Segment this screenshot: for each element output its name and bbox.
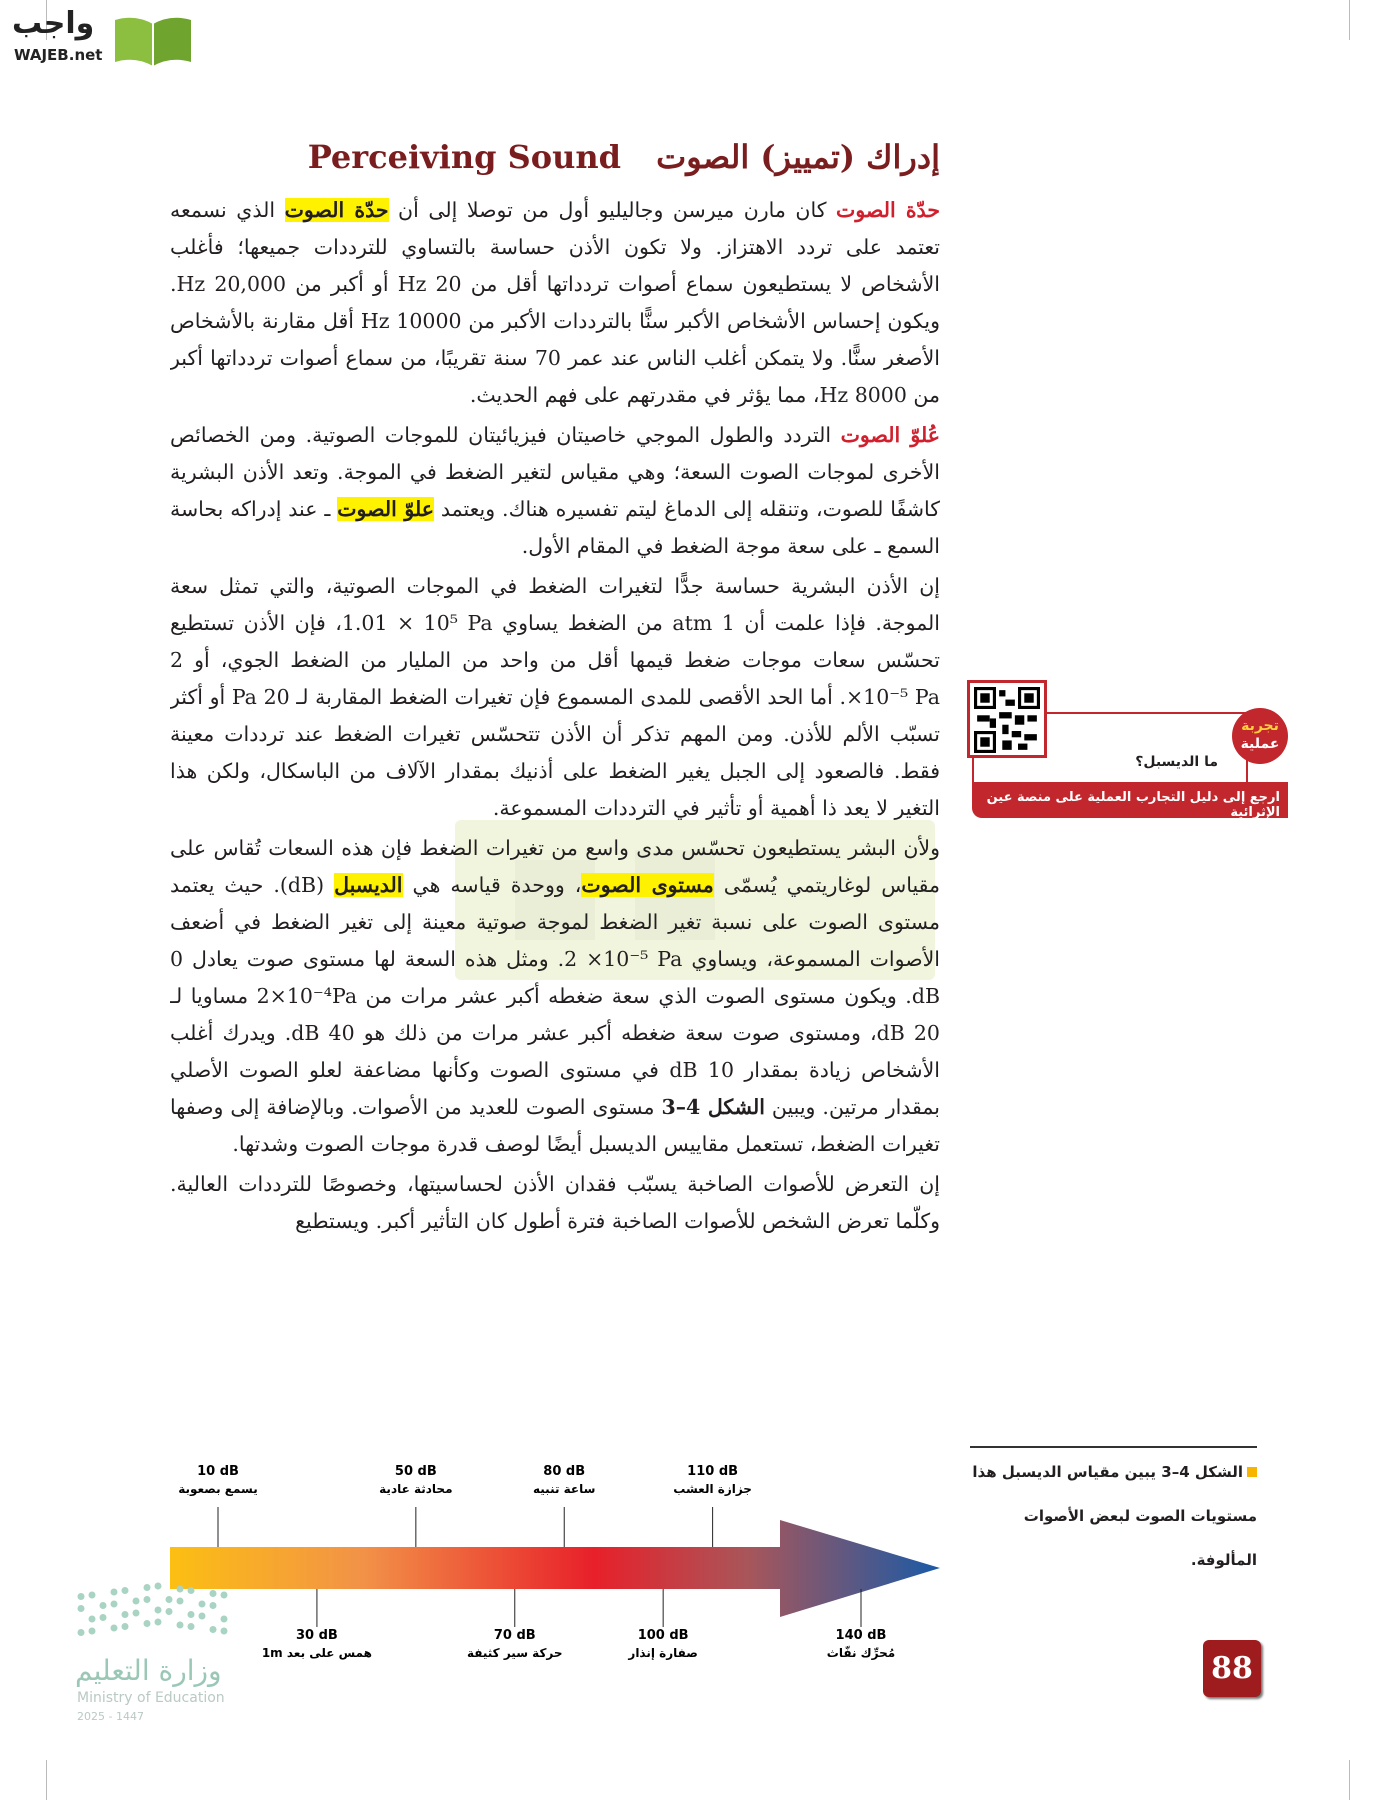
logo-ar: واجب: [12, 6, 95, 41]
text: ـ عند إدراكه بحاسة السمع ـ على سعة موجة الضغط في المقام الأول.: [170, 497, 940, 558]
ministry-year: 2025 - 1447: [77, 1710, 144, 1723]
mark-description: مُحرِّك نفّاث: [826, 1646, 896, 1660]
mark-label: 80 dB: [543, 1464, 586, 1479]
qr-icon: [974, 687, 1040, 753]
decibel-scale-figure: [160, 1455, 960, 1665]
keyword-loudness: عُلوّ الصوت: [840, 423, 940, 447]
keyword-pitch: حدّة الصوت: [836, 198, 940, 222]
highlight-sound-level: مستوى الصوت: [581, 873, 714, 897]
mark-description: صفارة إنذار: [628, 1646, 698, 1660]
paragraph-exposure: [170, 1166, 940, 1240]
mark-description: محادثة عادية: [379, 1482, 453, 1496]
lab-badge: [1232, 708, 1288, 764]
mark-description: ساعة تنبيه: [533, 1482, 596, 1496]
text: التردد والطول الموجي خاصيتان فيزيائيتان للموجات الصوتية. ومن الخصائص الأخرى لموجات الصوت السعة؛ وهي مقياس لتغير الضغط في الموجة. وتعد الأذن البشرية كاشفًا للصوت، وتنقله إلى الدماغ ليتم تفسيره هناك. ويعتمد: [170, 423, 940, 521]
ministry-en: Ministry of Education: [77, 1690, 225, 1706]
mark-description: يسمع بصعوبة: [178, 1482, 258, 1496]
text: إن الأذن البشرية حساسة جدًّا لتغيرات الضغط في الموجات الصوتية، والتي تمثل سعة الموجة. فإذا علمت أن 1 atm من الضغط يساوي ‎1.01 × 10⁵ Pa‎، فإن الأذن تستطيع تحسّس سعات موجات ضغط قيمها أقل من واحد من المليار من الضغط الجوي، أو ‎2 ×10⁻⁵ Pa‎. أما الحد الأقصى للمدى المسموع فإن تغيرات الضغط المقاربة لـ 20 Pa أو أكثر تسبّب الألم للأذن. ومن المهم تذكر أن الأذن تتحسّس تغيرات الضغط عند ترددات معينة فقط. فالصعود إلى الجبل يغير الضغط على أذنيك بمقدار الآلاف من الباسكال، ولكن هذا التغير لا يعد ذا أهمية أو تأثير في الترددات المسموعة.: [170, 574, 940, 820]
logo-en: WAJEB.net: [14, 46, 103, 64]
lab-question: ما الديسبل؟: [1135, 754, 1218, 770]
mark-label: 30 dB: [296, 1628, 338, 1643]
highlight-loudness: علوّ الصوت: [337, 497, 434, 521]
book-icon: [113, 12, 193, 68]
title-en: Perceiving Sound: [307, 138, 622, 176]
text: ولأن البشر يستطيعون تحسّس مدى واسع من تغيرات الضغط فإن هذه السعات تُقاس على مقياس لوغاريتمي يُسمّى: [170, 836, 940, 897]
lab-refer: ارجع إلى دليل التجارب العملية على منصة عين الإثرائية: [972, 782, 1288, 818]
text: الذي نسمعه تعتمد على تردد الاهتزاز. ولا تكون الأذن حساسة بالتساوي للترددات جميعها؛ فأغلب الأشخاص لا يستطيعون سماع أصوات تردداتها أقل من 20 Hz أو أكبر من 20,000 Hz. ويكون إحساس الأشخاص الأكبر سنًّا بالترددات الأكبر من 10000 Hz أقل مقارنة بالأشخاص الأصغر سنًّا. ولا يتمكن أغلب الناس عند عمر 70 سنة تقريبًا، من سماع أصوات تردداتها أكبر من 8000 Hz، مما يؤثر في مقدرتهم على فهم الحديث.: [170, 198, 940, 407]
text: مستوى الصوت للعديد من الأصوات. وبالإضافة إلى وصفها تغيرات الضغط، تستعمل مقاييس الديسبل أيضًا لوصف قدرة موجات الصوت وشدتها.: [170, 1095, 940, 1156]
caption-bullet-icon: [1247, 1467, 1257, 1477]
mark-label: 110 dB: [687, 1464, 739, 1479]
badge-line1: تجربة: [1241, 718, 1279, 734]
paragraph-decibel: [170, 830, 940, 1163]
figure-reference: الشكل 4–3: [661, 1095, 765, 1119]
page-number: 88: [1203, 1640, 1261, 1697]
paragraph-loudness: [170, 417, 940, 565]
mark-label: 10 dB: [197, 1464, 239, 1479]
text: كان مارن ميرسن وجاليليو أول من توصلا إلى أن: [388, 198, 837, 222]
caption-label: الشكل 4–3: [1161, 1463, 1243, 1481]
title-ar: إدراك (تمييز) الصوت: [656, 138, 940, 176]
highlight-decibel: الديسبل: [334, 873, 403, 897]
mark-label: 100 dB: [637, 1628, 689, 1643]
paragraph-pitch: [170, 192, 940, 414]
figure-caption: [970, 1446, 1257, 1582]
mark-label: 70 dB: [493, 1628, 536, 1643]
ministry-dots-icon: [75, 1578, 245, 1648]
wajeb-logo: [8, 6, 193, 68]
ministry-logo: [75, 1578, 255, 1728]
mark-description: حركة سير كثيفة: [466, 1646, 563, 1660]
highlight-pitch: حدّة الصوت: [284, 198, 389, 222]
badge-line2: عملية: [1240, 736, 1280, 752]
scale-arrow: [170, 1520, 940, 1617]
mark-description: همس على بعد 1m: [261, 1646, 373, 1660]
text: ، ووحدة قياسه هي: [402, 873, 582, 897]
paragraph-ear-sensitivity: [170, 568, 940, 827]
mark-description: جزازة العشب: [673, 1482, 752, 1496]
text: (dB). حيث يعتمد مستوى الصوت على نسبة تغير الضغط لموجة صوتية معينة إلى تغير الضغط في أضعف الأصوات المسموعة، ويساوي ‎2 ×10⁻⁵ Pa‎. ومثل هذه السعة لها مستوى صوت يعادل 0 dB. ويكون مستوى الصوت الذي سعة ضغطه أكبر عشر مرات من ‎2×10⁻⁴Pa‎ مساويا لـ 20 dB، ومستوى صوت سعة ضغطه أكبر عشر مرات من ذلك هو 40 dB. ويدرك أغلب الأشخاص زيادة بمقدار 10 dB في مستوى الصوت وكأنها مضاعفة لعلو الصوت الأصلي بمقدار مرتين. ويبين: [170, 873, 940, 1119]
qr-code[interactable]: [967, 680, 1047, 758]
caption-text: يبين مقياس الديسبل هذا مستويات الصوت لبعض الأصوات المألوفة.: [972, 1463, 1257, 1569]
body-text: [170, 192, 940, 1432]
section-title: [300, 138, 940, 176]
mark-label: 140 dB: [835, 1628, 887, 1643]
ministry-ar: وزارة التعليم: [75, 1654, 222, 1687]
text: إن التعرض للأصوات الصاخبة يسبّب فقدان الأذن لحساسيتها، وخصوصًا للترددات العالية. وكلّما تعرض الشخص للأصوات الصاخبة فترة أطول كان التأثير أكبر. ويستطيع: [170, 1172, 940, 1233]
lab-box: [962, 680, 1288, 820]
mark-label: 50 dB: [394, 1464, 437, 1479]
